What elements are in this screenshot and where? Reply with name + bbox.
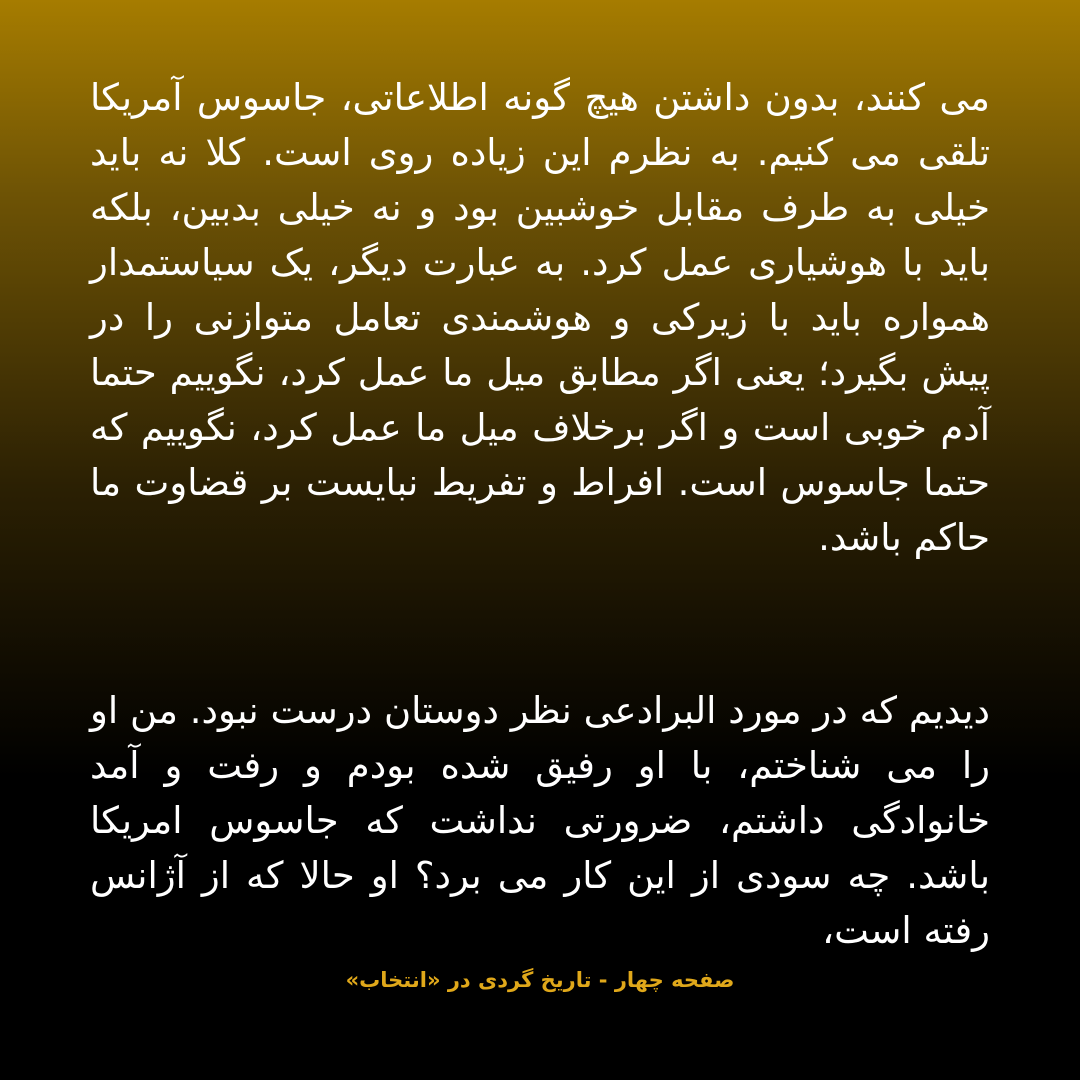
body-paragraph-1: می کنند، بدون داشتن هیچ گونه اطلاعاتی، جاسوس آمریکا تلقی می کنیم. به نظرم این زیاده روی است. کلا نه باید خیلی به طرف مقابل خوشبین بود و نه خیلی بدبین، بلکه باید با هوشیاری عمل کرد. به عبارت دیگر، یک سیاستمدار همواره باید با زیرکی و هوشمندی تعامل متوازنی را در پیش بگیرد؛ یعنی اگر مطابق میل ما عمل کرد، نگوییم حتما آدم خوبی است و اگر برخلاف میل ما عمل کرد، نگوییم که حتما جاسوس است. افراط و تفریط نبایست بر قضاوت ما حاکم باشد. <box>90 76 990 559</box>
footer-caption: صفحه چهار - تاریخ گردی در «انتخاب» <box>345 968 735 992</box>
body-paragraph-2: دیدیم که در مورد البرادعی نظر دوستان درست نبود. من او را می شناختم، با او رفیق شده بودم و رفت و آمد خانوادگی داشتم، ضرورتی نداشت که جاسوس امریکا باشد. چه سودی از این کار می برد؟ او حالا که از آژانس رفته است، <box>90 689 990 952</box>
